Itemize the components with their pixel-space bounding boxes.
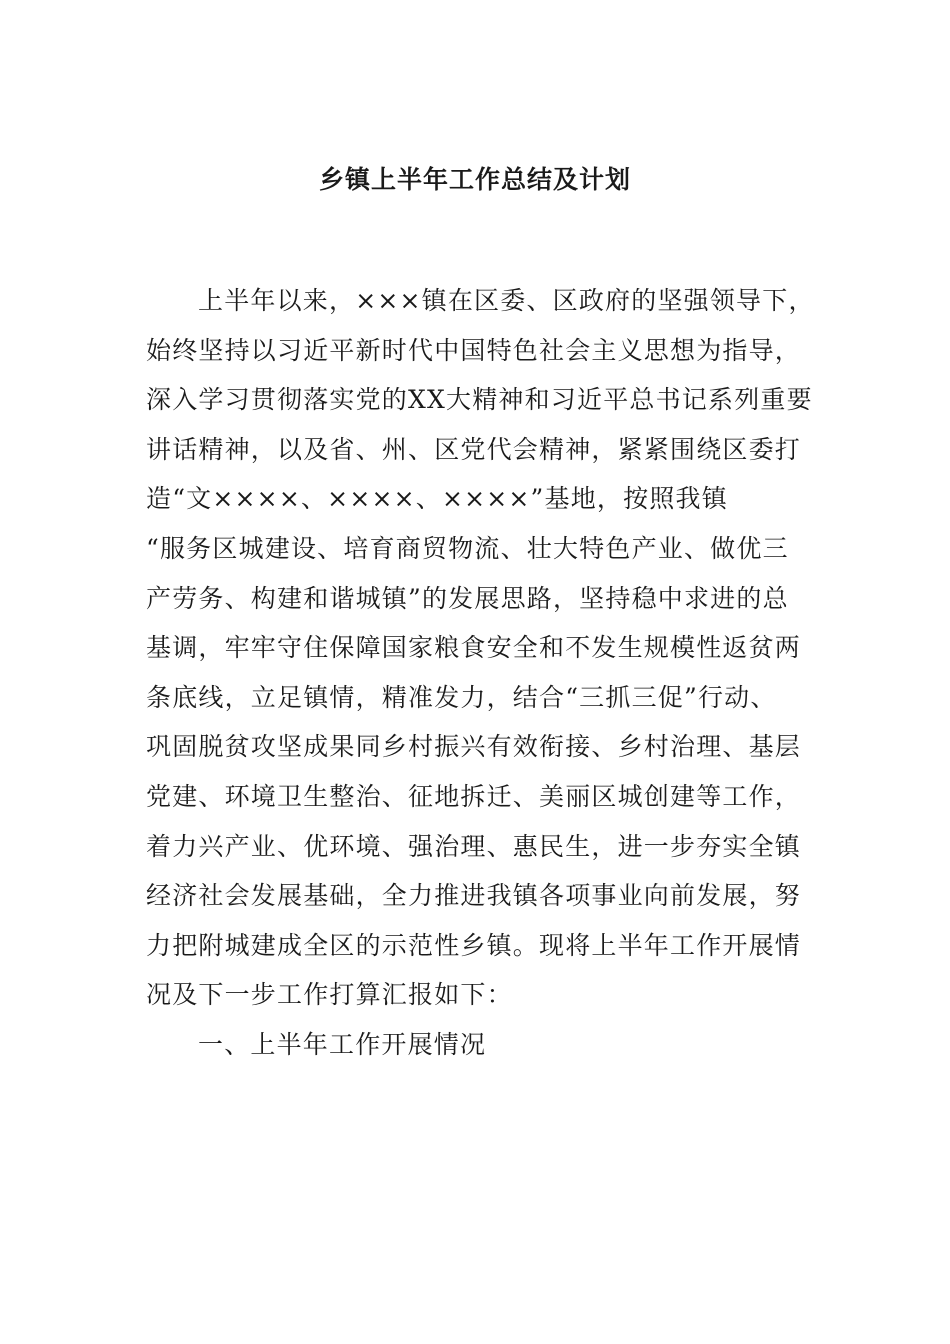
document-body [146,276,846,1070]
paragraph-line: 造“文××××、××××、××××”基地，按照我镇 [146,484,728,514]
paragraph-line: 产劳务、构建和谐城镇”的发展思路，坚持稳中求进的总 [146,583,789,613]
paragraph-line: 党建、环境卫生整治、征地拆迁、美丽区城创建等工作， [146,781,802,811]
paragraph-line: 巩固脱贫攻坚成果同乡村振兴有效衔接、乡村治理、基层 [146,732,802,762]
paragraph-line: 上半年以来，×××镇在区委、区政府的坚强领导下， [198,286,815,315]
paragraph-line: 讲话精神，以及省、州、区党代会精神，紧紧围绕区委打 [146,434,802,464]
paragraph-line: “服务区城建设、培育商贸物流、壮大特色产业、做优三 [146,533,789,563]
paragraph-line: 力把附城建成全区的示范性乡镇。现将上半年工作开展情 [146,930,802,960]
paragraph-line: 深入学习贯彻落实党的XX大精神和习近平总书记系列重要 [146,385,813,415]
paragraph-line: 条底线，立足镇情，精准发力，结合“三抓三促”行动、 [146,682,777,712]
paragraph-line: 着力兴产业、优环境、强治理、惠民生，进一步夯实全镇 [146,831,802,861]
document-title: 乡镇上半年工作总结及计划 [318,165,631,194]
section-heading: 一、上半年工作开展情况 [198,1029,487,1059]
paragraph-line: 况及下一步工作打算汇报如下： [146,980,513,1010]
paragraph-line: 始终坚持以习近平新时代中国特色社会主义思想为指导， [146,335,802,365]
paragraph-line: 基调，牢牢守住保障国家粮食安全和不发生规模性返贫两 [146,633,802,663]
paragraph-line: 经济社会发展基础，全力推进我镇各项事业向前发展，努 [146,881,802,911]
